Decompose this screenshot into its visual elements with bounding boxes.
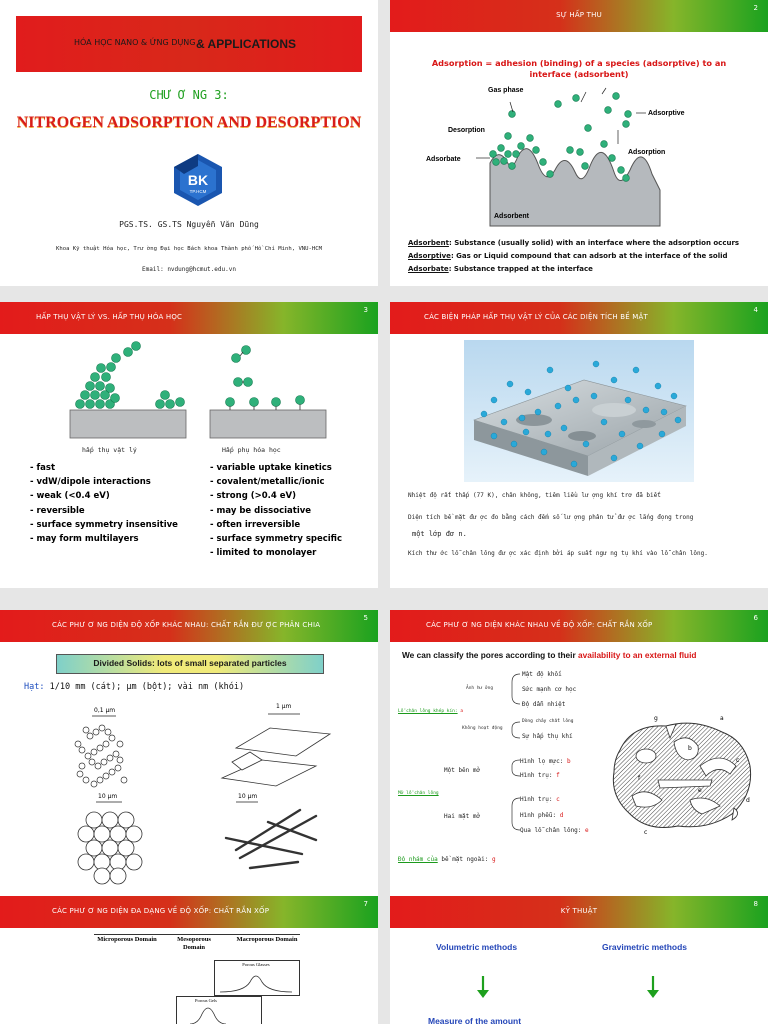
item-text: Hình trụ: (520, 772, 553, 779)
slide-4-line-4: Kích thư ớc lỗ chân lông đư ợc xác định bởi áp suất ngư ng tụ khí vào lỗ chân lông. (408, 550, 708, 557)
item-letter: c (556, 796, 560, 803)
item-letter: e (585, 827, 589, 834)
porous-solid-diagram (602, 710, 762, 840)
slide-1-header-bar (16, 16, 362, 72)
column-rule (94, 934, 300, 935)
surface-illustration (464, 340, 694, 482)
list-item: - strong (>0.4 eV) (210, 491, 296, 502)
label-adsorbate: Adsorbate (426, 156, 461, 163)
bk-logo (170, 152, 226, 208)
slide-8-header-title: KỸ THUẬT (560, 907, 598, 915)
item-letter: f (556, 772, 560, 779)
author: PGS.TS. GS.TS Nguyễn Văn Dũng (119, 220, 259, 229)
item-text: Hình trụ: (520, 796, 553, 803)
group2-item: Sự hấp thụ khí (522, 733, 573, 740)
def-text: : Gas or Liquid compound that can adsorb at the interface of the solid (450, 252, 728, 260)
list-item: - weak (<0.4 eV) (30, 491, 110, 502)
item-text: Hình phễu: (520, 812, 557, 819)
def-text: : Substance (usually solid) with an interface where the adsorption occurs (448, 239, 740, 247)
closed-pores-letter: a (460, 709, 464, 714)
slide-5-header (0, 610, 378, 642)
adsorption-definition (410, 58, 748, 80)
slide-3-header-title: HẤP THỤ VẬT LÝ VS. HẤP THỤ HÓA HỌC (36, 313, 183, 321)
scale-label: 10 µm (238, 793, 258, 800)
slide-2-header-title: SỰ HẤP THU (556, 11, 602, 19)
def-term: Adsorbate (408, 265, 449, 273)
slide-2-number: 2 (753, 4, 758, 12)
down-arrow-icon (646, 974, 660, 1000)
roughness-line (398, 856, 496, 863)
label-gas-phase: Gas phase (488, 87, 524, 94)
slide-5-header-title: CÁC PHƯ Ơ NG DIỆN ĐỘ XỐP KHÁC NHAU: CHẤT RẮN ĐƯ ỢC PHÂN CHIA (52, 621, 321, 629)
particle-illustrations (0, 700, 378, 896)
item-letter: b (566, 758, 571, 765)
slide-3 (0, 302, 378, 588)
list-item: - often irreversible (210, 519, 301, 530)
slide-5 (0, 610, 378, 896)
adsorption-diagram (390, 78, 768, 228)
scale-label: 0,1 µm (94, 707, 116, 714)
porous-glasses-label: Porous Glasses (242, 962, 270, 967)
list-item: - limited to monolayer (210, 548, 317, 559)
roughness-letter: g (491, 856, 496, 863)
title-red: availability to an external fluid (577, 650, 697, 660)
group1-label: Ảnh hư ởng (466, 686, 494, 691)
pore-letter: c (644, 829, 648, 836)
slide-8 (390, 896, 768, 1024)
group1-item: Mật độ khối (522, 671, 562, 678)
def-adsorbate (408, 263, 739, 276)
list-item: - surface symmetry insensitive (30, 519, 178, 530)
list-item: - surface symmetry specific (210, 534, 343, 545)
email: Email: nvdung@hcmut.edu.vn (142, 266, 236, 273)
slide-6-number: 6 (753, 614, 758, 622)
slide-4 (390, 302, 768, 588)
hat-text: 1/10 mm (cát); µm (bột); vài nm (khói) (49, 682, 245, 692)
one-side-label: Một bên mở (444, 767, 481, 774)
porous-gels-label: Porous Gels (195, 998, 217, 1003)
label-adsorption: Adsorption (628, 149, 666, 156)
slide-6-header-title: CÁC PHƯ Ơ NG DIỆN KHÁC NHAU VỀ ĐỘ XỐP: CHẤT RẮN XỐP (426, 621, 653, 629)
item-text: Hình lọ mực: (520, 758, 564, 765)
group2-label: Không hoạt động (462, 726, 503, 731)
one-side-item (520, 772, 560, 779)
col-macroporous: Macroporous Domain (236, 936, 298, 943)
two-side-item (520, 796, 560, 803)
slide-6 (390, 610, 768, 896)
col-mesoporous: Mesoporous Domain (177, 936, 211, 951)
slide-4-line-3: một lớp đơ n. (412, 530, 467, 538)
two-side-label: Hai mặt mở (444, 813, 481, 820)
header-overlay-text: HÓA HỌC NANO & ỨNG DỤNG (74, 38, 196, 47)
closed-pores-label (398, 709, 463, 714)
pore-letter: e (698, 787, 702, 794)
slide-8-header (390, 896, 768, 928)
chapter-label: CHƯ Ơ NG 3: (149, 88, 229, 102)
item-letter: d (559, 812, 564, 819)
caption-physisorption: hấp thụ vật lý (82, 446, 137, 454)
one-side-item (520, 758, 571, 765)
affiliation: Khoa Kỹ thuật Hóa học, Trư ờng Đại học Bách khoa Thành phố Hồ Chí Minh, VNU-HCM (55, 246, 323, 252)
slide-8-number: 8 (753, 900, 758, 908)
def-text: : Substance trapped at the interface (448, 265, 593, 273)
chemisorption-list (210, 461, 342, 560)
title-black: We can classify the pores according to their (402, 650, 578, 660)
slide-3-number: 3 (363, 306, 368, 314)
slide-4-line-2: Diện tích bề mặt đư ợc đo bằng cách đếm số lư ợng phân tử đư ợc lắng đọng trong (408, 514, 694, 521)
measure-label: Measure of the amount (428, 1016, 522, 1024)
label-adsorptive: Adsorptive (648, 110, 685, 117)
def-term: Adsorbent (408, 239, 449, 247)
roughness-text: bề mặt ngoài: (437, 856, 489, 863)
slide-4-header-title: CÁC BIỆN PHÁP HẤP THỤ VẬT LÝ CỦA CÁC DIỆN TÍCH BỀ MẶT (424, 313, 648, 321)
list-item: - reversible (30, 505, 85, 516)
def-adsorptive (408, 250, 739, 263)
list-item: - fast (30, 463, 56, 473)
roughness-underlined: Độ nhám của (398, 856, 438, 863)
physisorption-diagram (0, 340, 378, 444)
slide-2-header (390, 0, 768, 32)
list-item: - vdW/dipole interactions (30, 477, 151, 488)
bk-logo-text: BK (187, 172, 209, 188)
group1-item: Sức mạnh cơ học (522, 686, 577, 693)
scale-label: 10 µm (98, 793, 118, 800)
group2-item: Dòng chảy chất lỏng (522, 719, 574, 724)
slide-3-header (0, 302, 378, 334)
def-adsorbent (408, 237, 739, 250)
slide-4-line-1: Nhiệt độ rất thấp (77 K), chân không, tiêm liều lư ợng khí trơ đã biết (408, 492, 661, 499)
slide-4-number: 4 (753, 306, 758, 314)
porous-gels-curve (176, 1002, 260, 1024)
def-term: Adsorptive (408, 252, 451, 260)
pore-letter: d (746, 797, 750, 804)
slide-1 (0, 0, 378, 286)
two-side-item (520, 812, 563, 819)
divided-solids-label: Divided Solids: lots of small separated particles (93, 658, 287, 668)
porous-glasses-curve (214, 968, 298, 994)
pore-letter: f (638, 775, 641, 782)
pore-letter: g (654, 715, 658, 722)
item-text: Qua lỗ chân lông: (520, 827, 582, 834)
header-under-text: & APPLICATIONS (196, 37, 297, 51)
pore-letter: b (688, 745, 692, 752)
slide-7-header-title: CÁC PHƯ Ơ NG DIỆN ĐA DẠNG VỀ ĐỘ XỐP: CHẤT RẮN XỐP (52, 907, 270, 915)
scale-label: 1 µm (276, 703, 292, 710)
particles-line (24, 682, 244, 692)
slide-7 (0, 896, 378, 1024)
slide-1-title: NITROGEN ADSORPTION AND DESORPTION (16, 114, 362, 131)
volumetric-methods: Volumetric methods (436, 942, 518, 952)
list-item: - may form multilayers (30, 534, 139, 545)
pore-letter: a (720, 715, 724, 722)
physisorption-list (30, 461, 178, 546)
label-desorption: Desorption (448, 127, 485, 134)
list-item: - may be dissociative (210, 505, 312, 516)
group1-item: Độ dẫn nhiệt (522, 701, 566, 708)
label-adsorbent: Adsorbent (494, 213, 529, 220)
col-microporous: Microporous Domain (97, 936, 157, 943)
two-side-item (520, 827, 589, 834)
definitions-list (408, 237, 739, 276)
slide-4-header (390, 302, 768, 334)
closed-pores-text: Lỗ chân lông khép kín: (398, 709, 458, 714)
hat-label: Hạt: (24, 682, 45, 692)
slide-7-header (0, 896, 378, 928)
pore-letter: c (736, 757, 740, 764)
gravimetric-methods: Gravimetric methods (602, 942, 688, 952)
down-arrow-icon (476, 974, 490, 1000)
slide-2 (390, 0, 768, 286)
open-pores-label: Mở lỗ chân lông (398, 791, 439, 796)
definition-text: Adsorption = adhesion (binding) of a species (adsorptive) to an interface (adsorbent) (431, 58, 727, 79)
bk-logo-sub: TP.HCM (189, 189, 207, 194)
slide-5-number: 5 (363, 614, 368, 622)
slide-7-number: 7 (363, 900, 368, 908)
list-item: - variable uptake kinetics (210, 463, 332, 473)
list-item: - covalent/metallic/ionic (210, 477, 325, 488)
caption-chemisorption: Hấp phụ hóa học (222, 446, 281, 454)
